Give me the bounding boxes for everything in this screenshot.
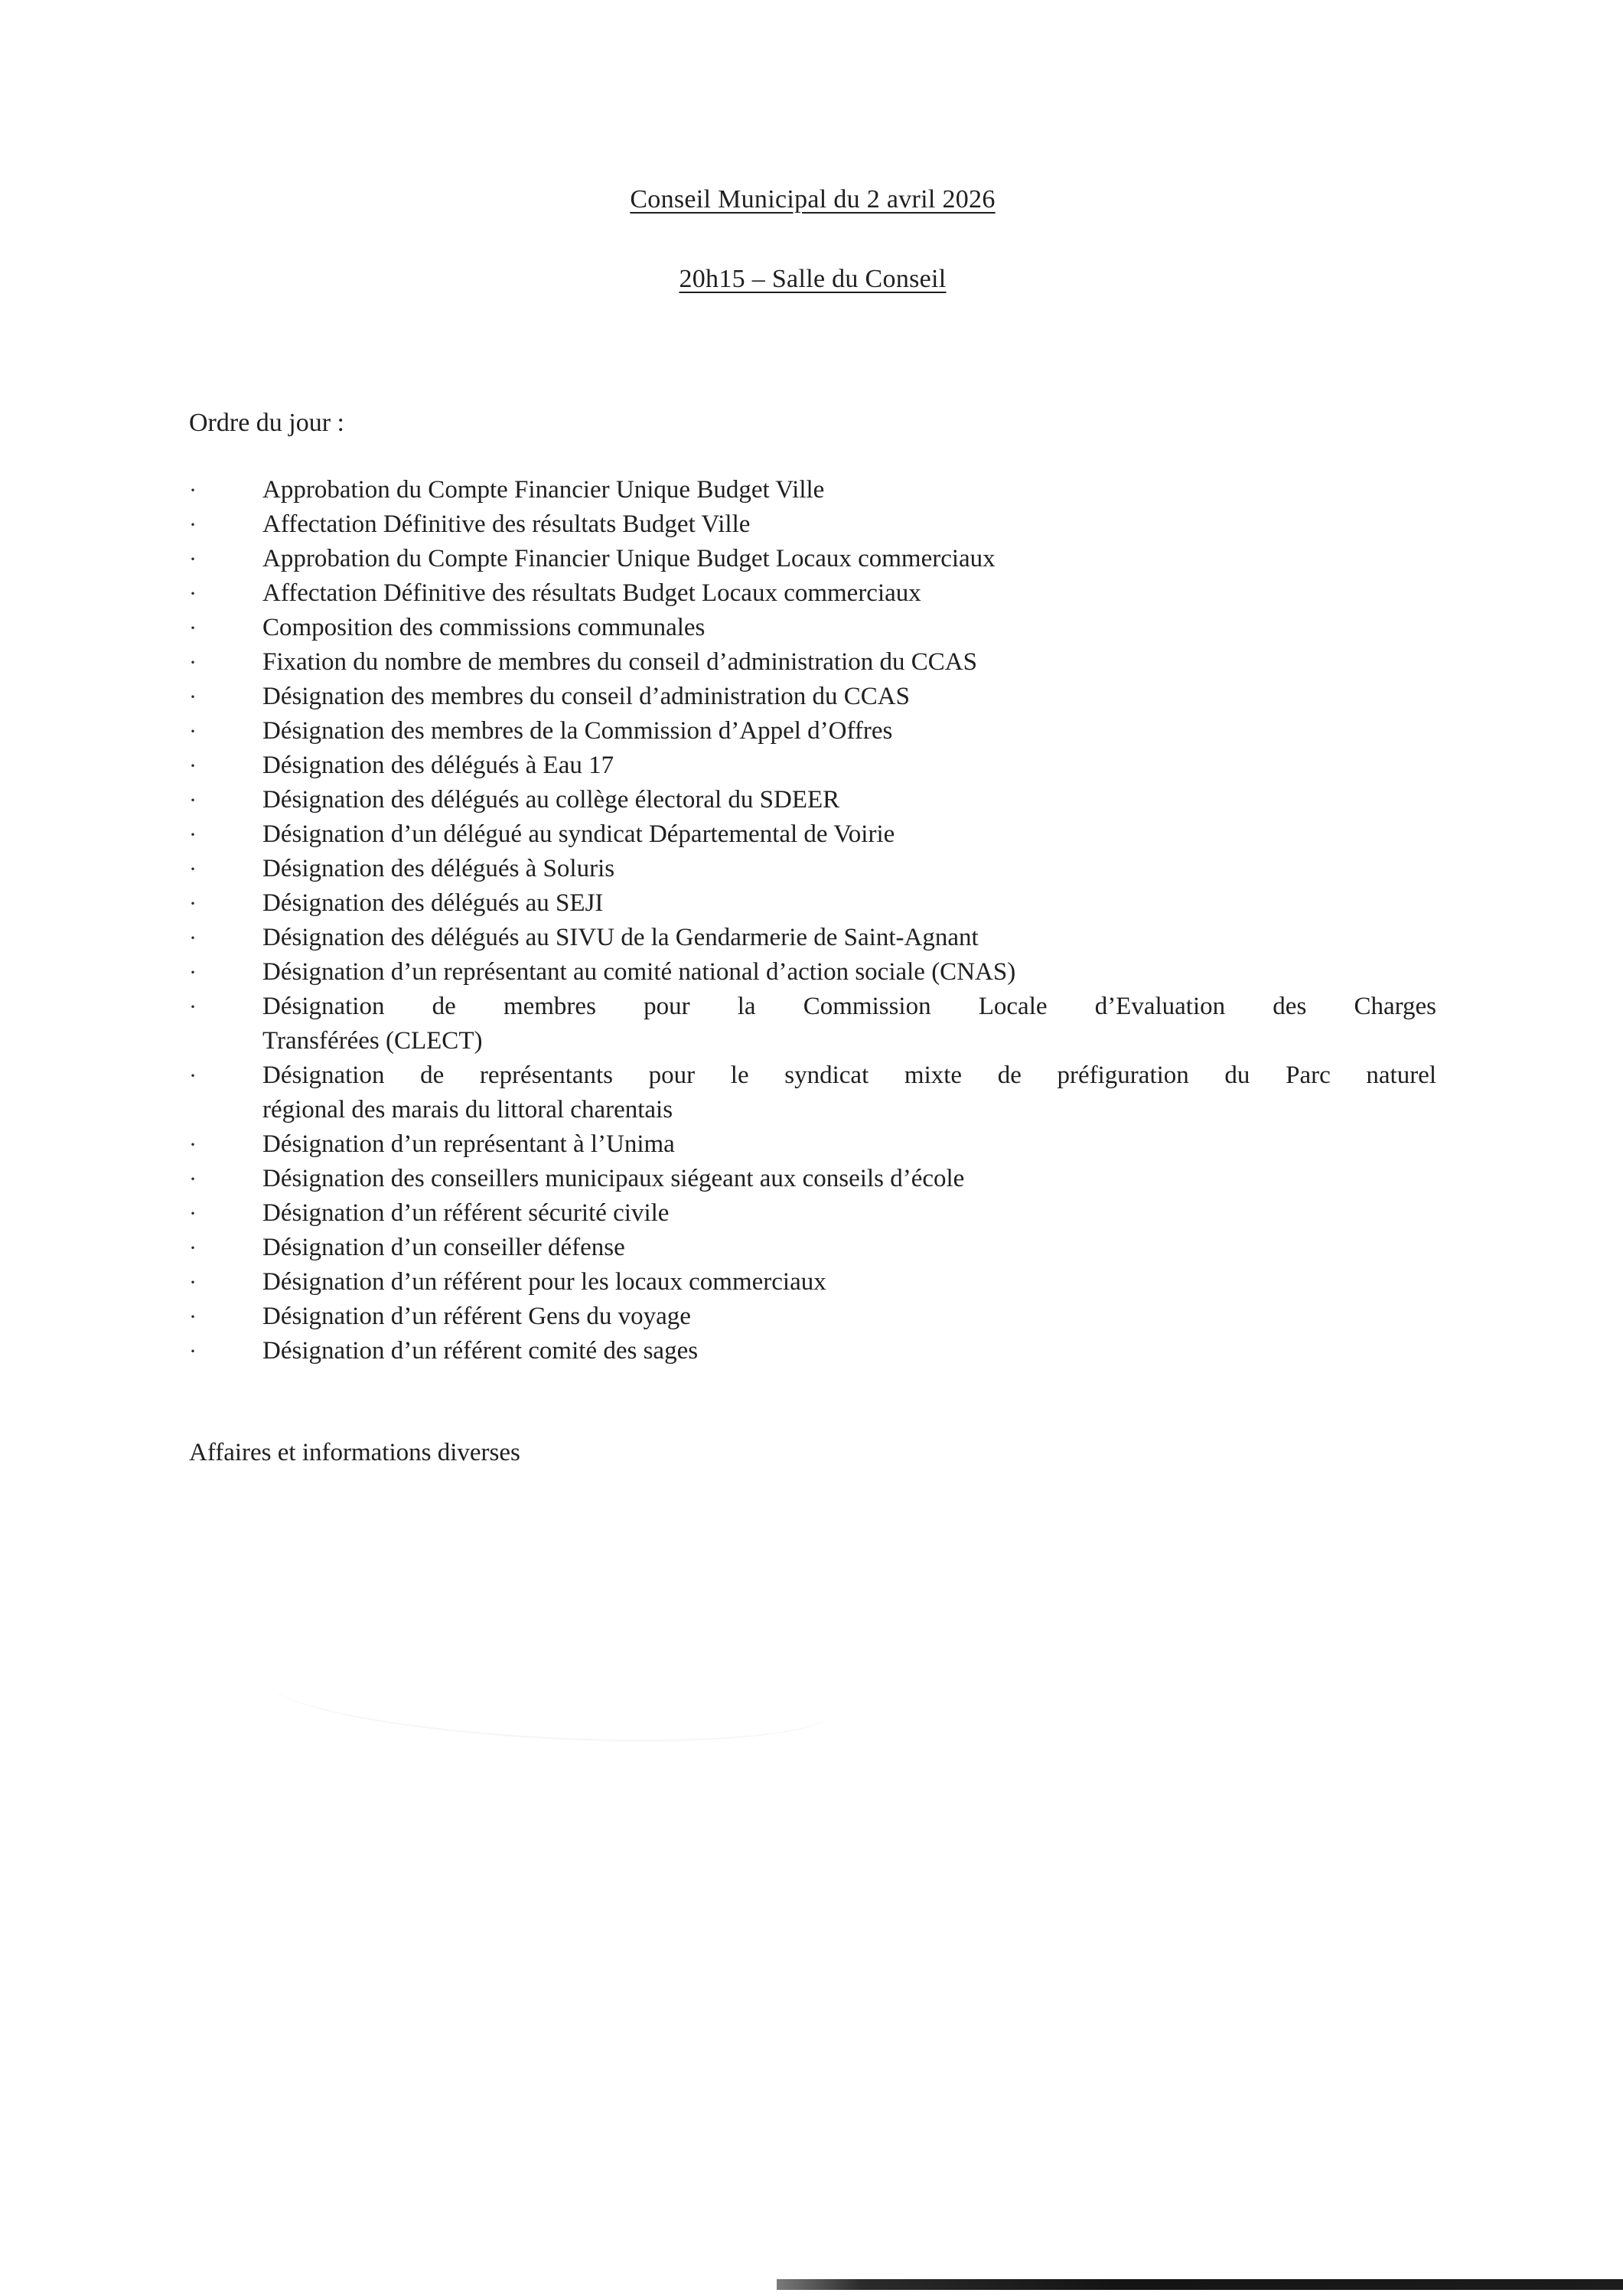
document-subtitle xyxy=(189,262,1436,297)
bullet-icon: · xyxy=(189,719,197,744)
bullet-icon: · xyxy=(189,650,197,675)
agenda-item-text: Désignation d’un référent pour les locaux commerciaux xyxy=(262,1268,826,1296)
bullet-icon: · xyxy=(189,891,197,916)
agenda-item-line: régional des marais du littoral charentais xyxy=(262,1096,673,1124)
agenda-item-text: Fixation du nombre de membres du conseil d’administration du CCAS xyxy=(262,648,977,676)
agenda-item-text: Désignation d’un référent comité des sages xyxy=(262,1337,699,1365)
agenda-item-text: Désignation d’un référent sécurité civile xyxy=(262,1199,670,1227)
bullet-icon: · xyxy=(189,788,197,813)
agenda-item xyxy=(189,645,1436,680)
agenda-item xyxy=(189,542,1436,576)
agenda-item xyxy=(189,1058,1436,1127)
agenda-item-text: Désignation d’un référent Gens du voyage xyxy=(262,1303,691,1330)
scanner-artifact-bar xyxy=(777,2279,1623,2290)
agenda-item xyxy=(189,1127,1436,1162)
agenda-item-text: Approbation du Compte Financier Unique Budget Locaux commerciaux xyxy=(262,545,996,572)
agenda-item xyxy=(189,852,1436,886)
agenda-item xyxy=(189,990,1436,1058)
agenda-item-line: Désignation de membres pour la Commission Locale d’Evaluation des Charges xyxy=(262,993,1436,1020)
agenda-item-text: Approbation du Compte Financier Unique Budget Ville xyxy=(262,476,825,504)
agenda-item-text: Désignation des délégués au SEJI xyxy=(262,889,604,917)
agenda-list xyxy=(189,473,1436,1368)
bullet-icon: · xyxy=(189,753,197,778)
agenda-item xyxy=(189,1162,1436,1196)
agenda-item xyxy=(189,783,1436,817)
agenda-item xyxy=(189,680,1436,714)
agenda-item xyxy=(189,1231,1436,1265)
bullet-icon: · xyxy=(189,856,197,882)
bullet-icon: · xyxy=(189,478,197,503)
agenda-item xyxy=(189,748,1436,783)
agenda-item-text: Désignation des délégués à Soluris xyxy=(262,855,615,882)
bullet-icon: · xyxy=(189,615,197,641)
agenda-item xyxy=(189,1265,1436,1300)
bullet-icon: · xyxy=(189,994,197,1019)
agenda-item xyxy=(189,1196,1436,1231)
agenda-item-text: Désignation des membres du conseil d’administration du CCAS xyxy=(262,683,910,710)
agenda-item xyxy=(189,1300,1436,1334)
bullet-icon: · xyxy=(189,546,197,572)
document-title-text: Conseil Municipal du 2 avril 2026 xyxy=(630,185,996,214)
bullet-icon: · xyxy=(189,1235,197,1261)
bullet-icon: · xyxy=(189,1270,197,1295)
agenda-item-text: Désignation des délégués au collège électoral du SDEER xyxy=(262,786,840,814)
agenda-item xyxy=(189,886,1436,921)
agenda-item-text: Désignation d’un représentant à l’Unima xyxy=(262,1130,675,1158)
agenda-item-text: Affectation Définitive des résultats Budget Locaux commerciaux xyxy=(262,579,921,607)
bullet-icon: · xyxy=(189,581,197,606)
agenda-item-text xyxy=(262,1058,1436,1127)
bullet-icon: · xyxy=(189,512,197,537)
bullet-icon: · xyxy=(189,1304,197,1329)
agenda-item-line: Transférées (CLECT) xyxy=(262,1027,483,1055)
agenda-item-text: Désignation des délégués au SIVU de la Gendarmerie de Saint-Agnant xyxy=(262,924,979,951)
agenda-item-text: Désignation d’un délégué au syndicat Départemental de Voirie xyxy=(262,820,895,848)
agenda-item-text: Désignation d’un conseiller défense xyxy=(262,1234,625,1261)
agenda-item-text: Désignation d’un représentant au comité national d’action sociale (CNAS) xyxy=(262,958,1016,986)
agenda-item-text xyxy=(262,990,1436,1058)
agenda-item xyxy=(189,576,1436,611)
bullet-icon: · xyxy=(189,1339,197,1364)
agenda-item xyxy=(189,714,1436,748)
agenda-item-text: Désignation des conseillers municipaux siégeant aux conseils d’école xyxy=(262,1165,965,1192)
closing-line: Affaires et informations diverses xyxy=(189,1439,520,1466)
agenda-item xyxy=(189,473,1436,507)
agenda-item xyxy=(189,1334,1436,1368)
agenda-item xyxy=(189,817,1436,852)
document-title xyxy=(189,182,1436,217)
agenda-heading: Ordre du jour : xyxy=(189,409,345,437)
bullet-icon: · xyxy=(189,684,197,709)
scan-crease-artifact xyxy=(266,1639,836,1754)
agenda-item-text: Affectation Définitive des résultats Budget Ville xyxy=(262,510,751,538)
agenda-item xyxy=(189,955,1436,990)
agenda-item-text: Désignation des membres de la Commission d’Appel d’Offres xyxy=(262,717,893,745)
bullet-icon: · xyxy=(189,822,197,847)
agenda-item xyxy=(189,611,1436,645)
agenda-item xyxy=(189,921,1436,955)
bullet-icon: · xyxy=(189,1166,197,1192)
agenda-item-line: Désignation de représentants pour le syndicat mixte de préfiguration du Parc naturel xyxy=(262,1062,1436,1089)
bullet-icon: · xyxy=(189,1132,197,1157)
bullet-icon: · xyxy=(189,925,197,951)
bullet-icon: · xyxy=(189,1201,197,1226)
agenda-item-text: Désignation des délégués à Eau 17 xyxy=(262,752,614,779)
agenda-item-text: Composition des commissions communales xyxy=(262,614,706,641)
bullet-icon: · xyxy=(189,960,197,985)
agenda-item xyxy=(189,507,1436,542)
bullet-icon: · xyxy=(189,1063,197,1088)
document-subtitle-text: 20h15 – Salle du Conseil xyxy=(679,265,947,293)
